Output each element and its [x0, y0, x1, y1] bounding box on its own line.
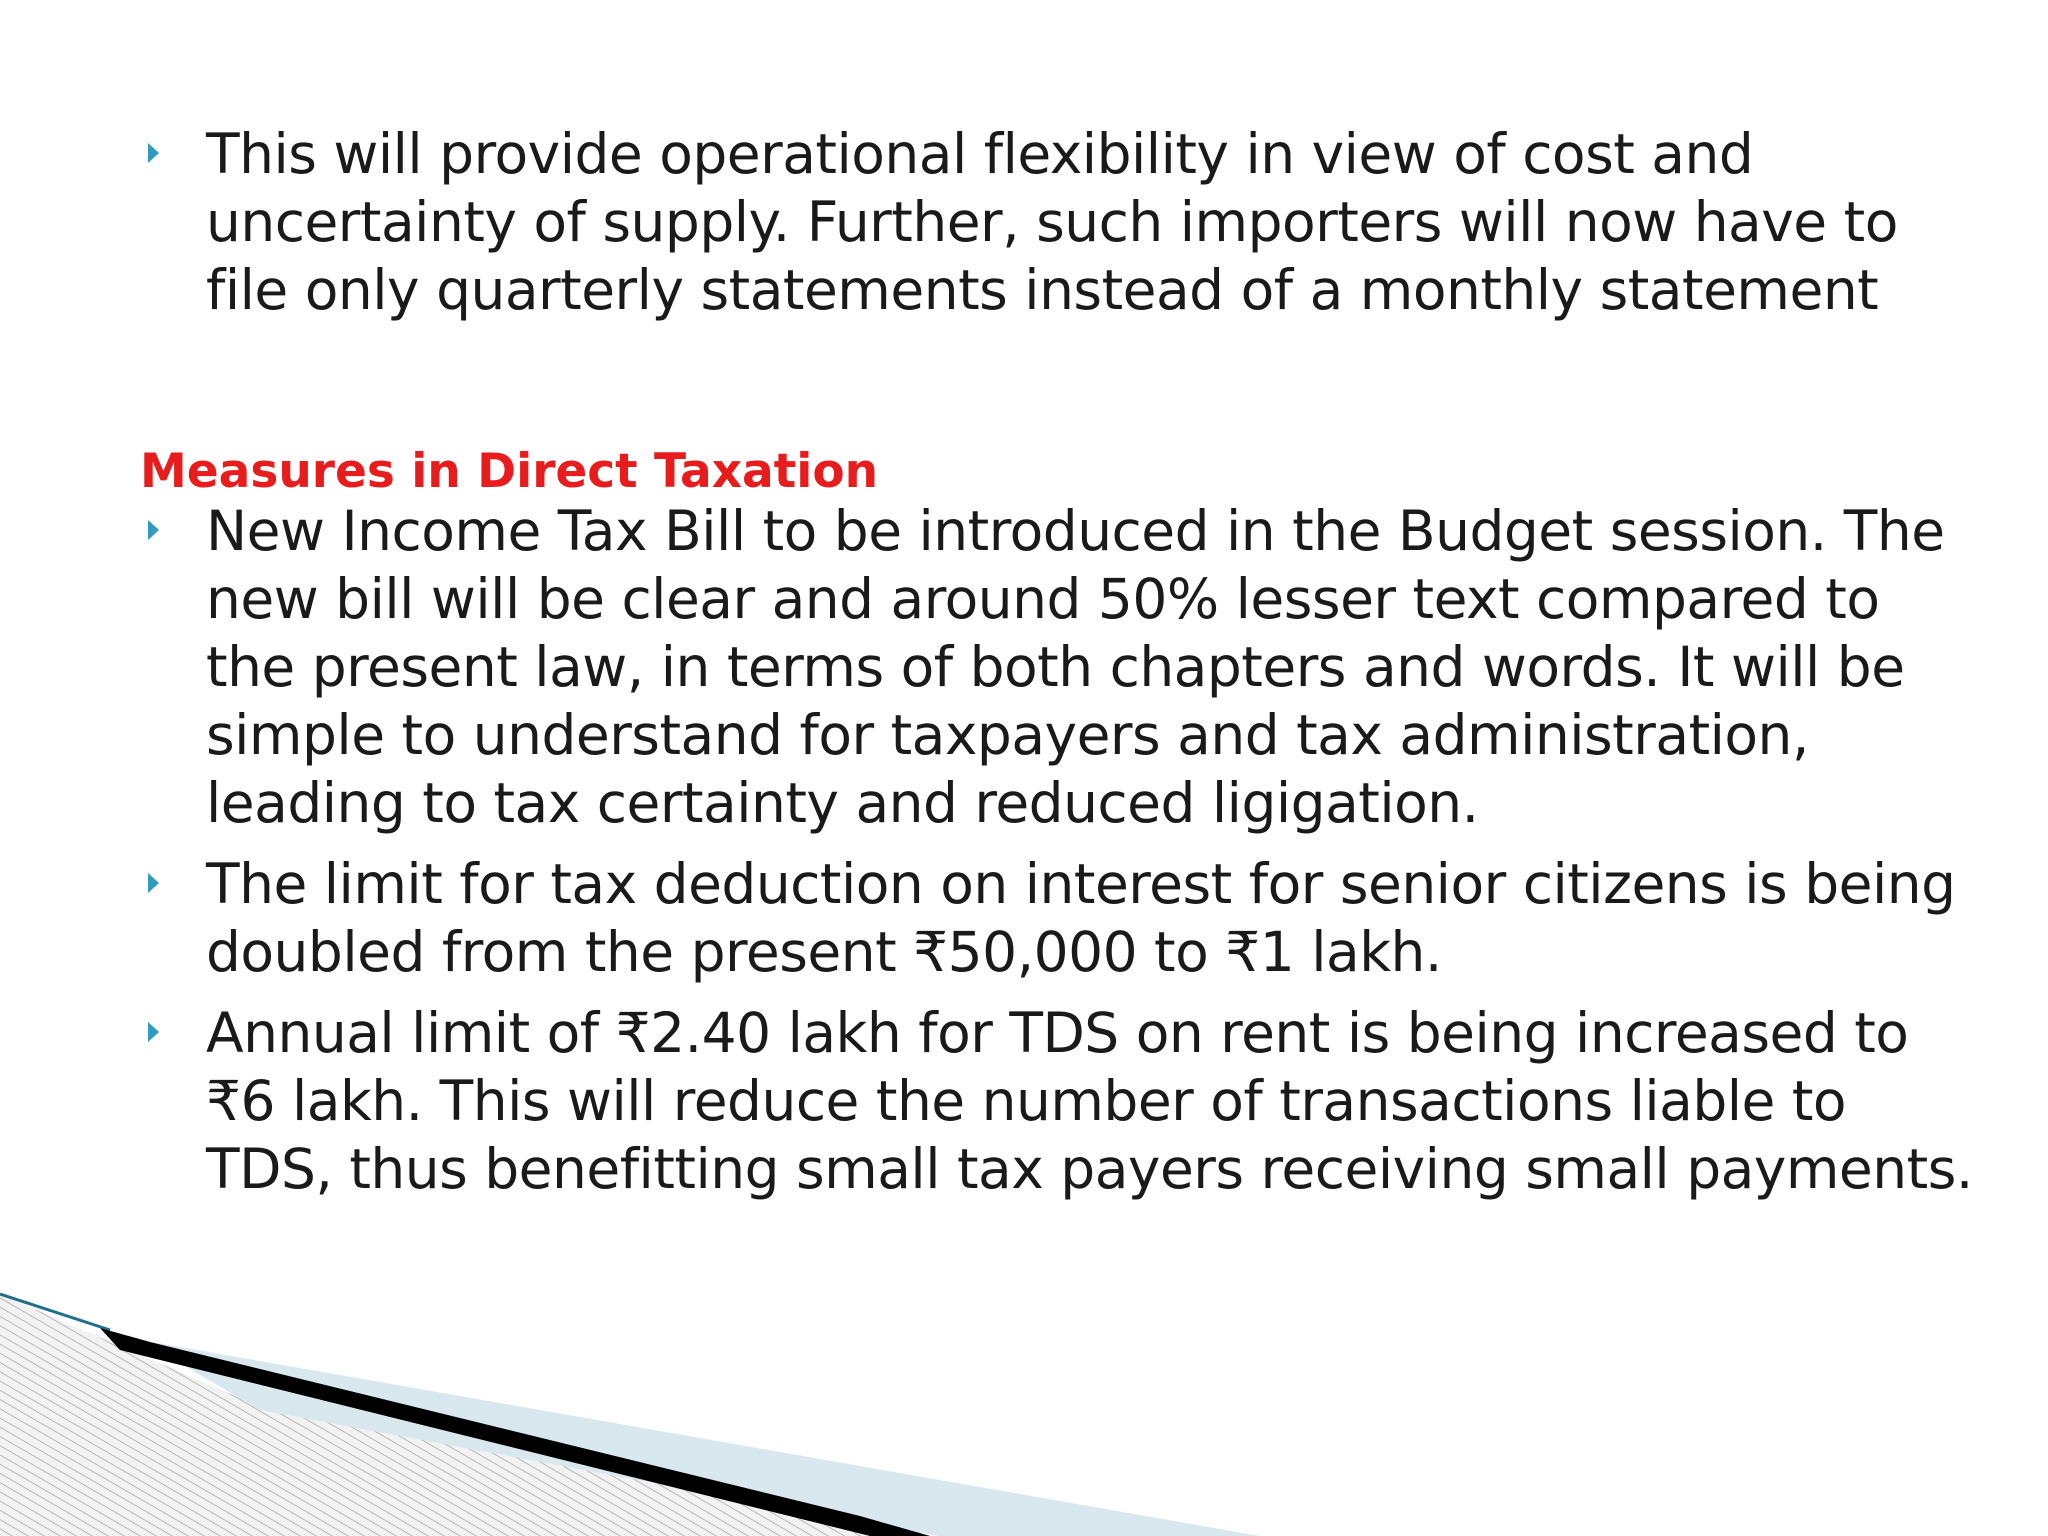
decorative-wedge [0, 1280, 2048, 1536]
bullet-arrow-icon [148, 520, 159, 540]
bullet-text: Annual limit of ₹2.40 lakh for TDS on rent is being increased to ₹6 lakh. This will reduce the number of transactions liable to TDS, thus benefitting small tax payers receiving small payments. [206, 1001, 1973, 1201]
bullet-arrow-icon [148, 1022, 159, 1042]
bullet-arrow-icon [148, 143, 159, 163]
bullet-text: The limit for tax deduction on interest for senior citizens is being doubled from the present ₹50,000 to ₹1 lakh. [206, 852, 1956, 984]
bullet-text: This will provide operational flexibility in view of cost and uncertainty of supply. Further, such importers will now have to file only quarterly statements instead of a monthly statement [206, 122, 1898, 322]
section-heading: Measures in Direct Taxation [140, 444, 879, 499]
bullet-text: New Income Tax Bill to be introduced in the Budget session. The new bill will be clear and around 50% lesser text compared to the present law, in terms of both chapters and words. It will be simple to understand for taxpayers and tax administration, leading to tax certainty and reduced ligigation. [206, 499, 1945, 835]
bullet-arrow-icon [148, 873, 159, 893]
